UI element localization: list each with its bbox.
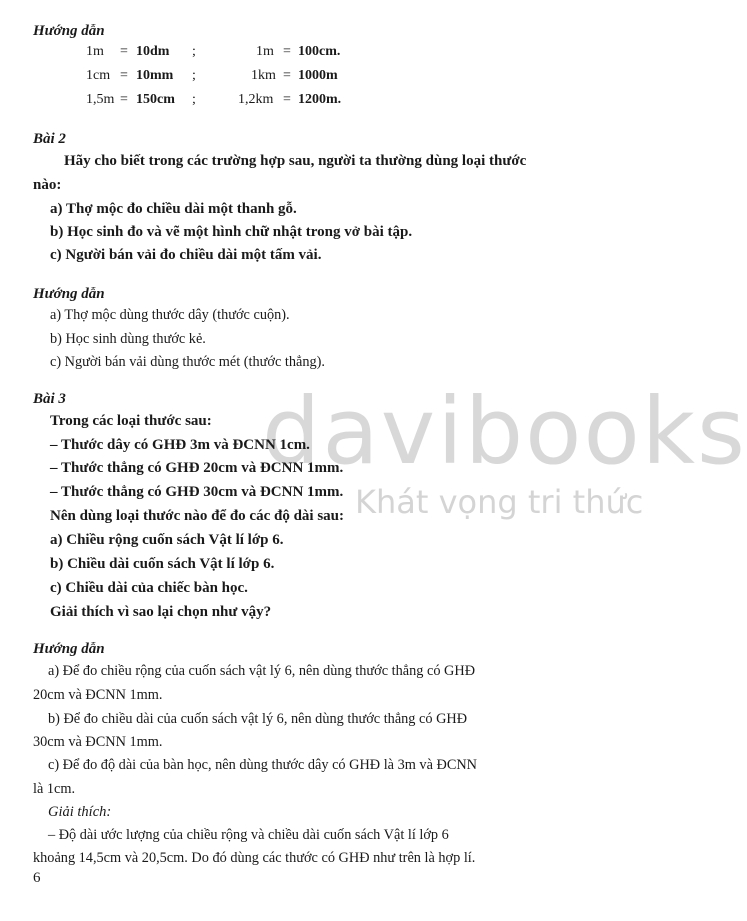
bai2-item-c: c) Người bán vải đo chiều dài một tấm vải.: [50, 247, 322, 263]
watermark-brand: davibooks: [262, 378, 747, 485]
huongdan3-c-line2: là 1cm.: [33, 781, 76, 797]
giai-thich-heading: Giải thích:: [48, 804, 112, 820]
conv-left-eq: =: [120, 92, 128, 107]
bai3-ruler-3: – Thước thẳng có GHĐ 30cm và ĐCNN 1mm.: [50, 484, 344, 500]
bai2-question-line1: Hãy cho biết trong các trường hợp sau, người ta thường dùng loại thước: [64, 153, 527, 169]
conv-right-lhs: 1km: [251, 68, 276, 83]
conv-right-eq: =: [283, 92, 291, 107]
conv-left-lhs: 1m: [86, 44, 104, 59]
huongdan2-item-a: a) Thợ mộc dùng thước dây (thước cuộn).: [50, 307, 290, 323]
section-heading-bai-2: Bài 2: [33, 131, 66, 147]
section-heading-huongdan-1: Hướng dẫn: [33, 23, 105, 39]
conv-left-rhs: 10mm: [136, 68, 174, 83]
conv-sep: ;: [192, 44, 196, 59]
conv-left-rhs: 10dm: [136, 44, 170, 59]
section-heading-huongdan-3: Hướng dẫn: [33, 641, 105, 657]
bai3-ruler-1: – Thước dây có GHĐ 3m và ĐCNN 1cm.: [50, 437, 310, 453]
conv-right-rhs: 1000m: [298, 68, 338, 83]
conv-left-lhs: 1,5m: [86, 92, 115, 107]
bai3-intro: Trong các loại thước sau:: [50, 413, 212, 429]
conv-left-lhs: 1cm: [86, 68, 111, 83]
bai3-ruler-2: – Thước thẳng có GHĐ 20cm và ĐCNN 1mm.: [50, 460, 344, 476]
bai3-item-a: a) Chiều rộng cuốn sách Vật lí lớp 6.: [50, 532, 284, 548]
page-number: 6: [33, 870, 41, 886]
huongdan3-a-line2: 20cm và ĐCNN 1mm.: [33, 687, 163, 703]
bai2-question-line2: nào:: [33, 177, 62, 193]
section-heading-huongdan-2: Hướng dẫn: [33, 286, 105, 302]
bai2-item-b: b) Học sinh đo và vẽ một hình chữ nhật trong vở bài tập.: [50, 224, 413, 240]
huongdan2-item-c: c) Người bán vải dùng thước mét (thước thẳng).: [50, 354, 326, 370]
conv-sep: ;: [192, 68, 196, 83]
conv-left-eq: =: [120, 68, 128, 83]
bai3-item-c: c) Chiều dài của chiếc bàn học.: [50, 580, 248, 596]
giai-thich-line2: khoảng 14,5cm và 20,5cm. Do đó dùng các thước có GHĐ như trên là hợp lí.: [33, 850, 476, 866]
giai-thich-line1: – Độ dài ước lượng của chiều rộng và chiều dài cuốn sách Vật lí lớp 6: [48, 827, 449, 843]
huongdan3-b-line2: 30cm và ĐCNN 1mm.: [33, 734, 163, 750]
conv-right-rhs: 100cm.: [298, 44, 341, 59]
section-heading-bai-3: Bài 3: [33, 391, 66, 407]
conv-right-eq: =: [283, 68, 291, 83]
huongdan2-item-b: b) Học sinh dùng thước kẻ.: [50, 331, 206, 347]
conv-left-eq: =: [120, 44, 128, 59]
bai2-item-a: a) Thợ mộc đo chiều dài một thanh gỗ.: [50, 201, 297, 217]
huongdan3-c-line1: c) Để đo độ dài của bàn học, nên dùng thước dây có GHĐ là 3m và ĐCNN: [48, 757, 478, 773]
huongdan3-a-line1: a) Để đo chiều rộng của cuốn sách vật lý 6, nên dùng thước thẳng có GHĐ: [48, 663, 476, 679]
bai3-why: Giải thích vì sao lại chọn như vậy?: [50, 604, 272, 620]
conv-sep: ;: [192, 92, 196, 107]
conv-right-lhs: 1,2km: [238, 92, 274, 107]
huongdan3-b-line1: b) Để đo chiều dài của cuốn sách vật lý 6, nên dùng thước thẳng có GHĐ: [48, 711, 468, 727]
conv-right-lhs: 1m: [256, 44, 274, 59]
conv-right-eq: =: [283, 44, 291, 59]
bai3-prompt: Nên dùng loại thước nào để đo các độ dài sau:: [50, 508, 345, 524]
conv-left-rhs: 150cm: [136, 92, 175, 107]
conv-right-rhs: 1200m.: [298, 92, 342, 107]
watermark-tagline: Khát vọng tri thức: [355, 483, 644, 521]
bai3-item-b: b) Chiều dài cuốn sách Vật lí lớp 6.: [50, 556, 275, 572]
